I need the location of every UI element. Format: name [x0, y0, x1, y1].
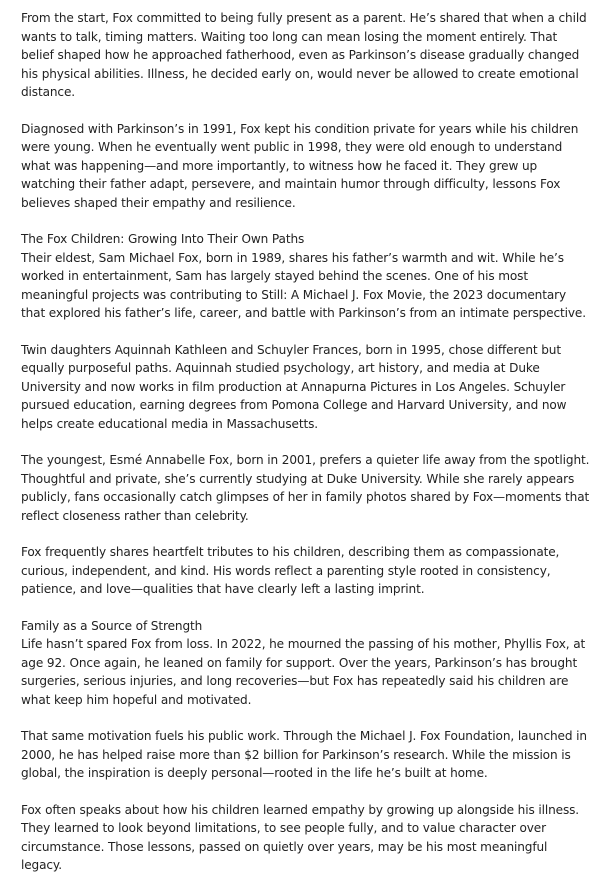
paragraph-sam-fox: Their eldest, Sam Michael Fox, born in 1989, shares his father’s warmth and wit. While he’s worked in entertainment, Sam has largely stayed behind the scenes. One of his most meaningful projects was contributing to Still: A Michael J. Fox Movie, the 2023 documentary that explored his father’s life, career, and battle with Parkinson’s from an intimate perspective. — [21, 250, 586, 320]
section-family-strength — [21, 617, 591, 710]
paragraph-legacy: Fox often speaks about how his children learned empathy by growing up alongside his illness. They learned to look beyond limitations, to see people fully, and to value character over circumstance. Those lessons, passed on quietly over years, may be his most meaningful legacy. — [21, 802, 580, 872]
paragraph-diagnosis: Diagnosed with Parkinson’s in 1991, Fox kept his condition private for years while his children were young. When he eventually went public in 1998, they were old enough to understand what was happening—and more importantly, to witness how he faced it. They grew up watching their father adapt, persevere, and maintain humor through difficulty, lessons Fox believes shaped their empathy and resilience. — [21, 121, 579, 210]
section-heading-fox-children: The Fox Children: Growing Into Their Own Paths — [21, 232, 305, 246]
paragraph-being-present: From the start, Fox committed to being fully present as a parent. He’s shared that when a child wants to talk, timing matters. Waiting too long can mean losing the moment entirely. That belief shaped how he approached fatherhood, even as Parkinson’s disease gradually changed his physical abilities. Illness, he decided early on, would never be allowed to create emotional distance. — [21, 11, 587, 99]
section-fox-children — [21, 230, 591, 323]
section-heading-family-strength: Family as a Source of Strength — [21, 618, 203, 633]
article-body — [21, 9, 591, 893]
paragraph-foundation: That same motivation fuels his public work. Through the Michael J. Fox Foundation, launched in 2000, he has helped raise more than $2 billion for Parkinson’s research. While the mission is global, the inspiration is deeply personal—rooted in the life he’s built at home. — [21, 729, 587, 780]
paragraph-twin-daughters: Twin daughters Aquinnah Kathleen and Schuyler Frances, born in 1995, chose different but equally purposeful paths. Aquinnah studied psychology, art history, and media at Duke University and now works in film production at Annapurna Pictures in Los Angeles. Schuyler pursued education, earning degrees from Pomona College and Harvard University, and now helps create educational media in Massachusetts. — [21, 342, 567, 431]
paragraph-loss: Life hasn’t spared Fox from loss. In 2022, he mourned the passing of his mother, Phyllis Fox, at age 92. Once again, he leaned on family for support. Over the years, Parkinson’s has brought surgeries, serious injuries, and long recoveries—but Fox has repeatedly said his children are what keep him hopeful and motivated. — [21, 637, 586, 707]
paragraph-tributes: Fox frequently shares heartfelt tributes to his children, describing them as compassionate, curious, independent, and kind. His words reflect a parenting style rooted in consistency, patience, and love—qualities that have clearly left a lasting imprint. — [21, 545, 560, 596]
paragraph-esme-fox: The youngest, Esmé Annabelle Fox, born in 2001, prefers a quieter life away from the spotlight. Thoughtful and private, she’s currently studying at Duke University. While she rarely appears publicly, fans occasionally catch glimpses of her in family photos shared by Fox—moments that reflect closeness rather than celebrity. — [21, 453, 590, 523]
